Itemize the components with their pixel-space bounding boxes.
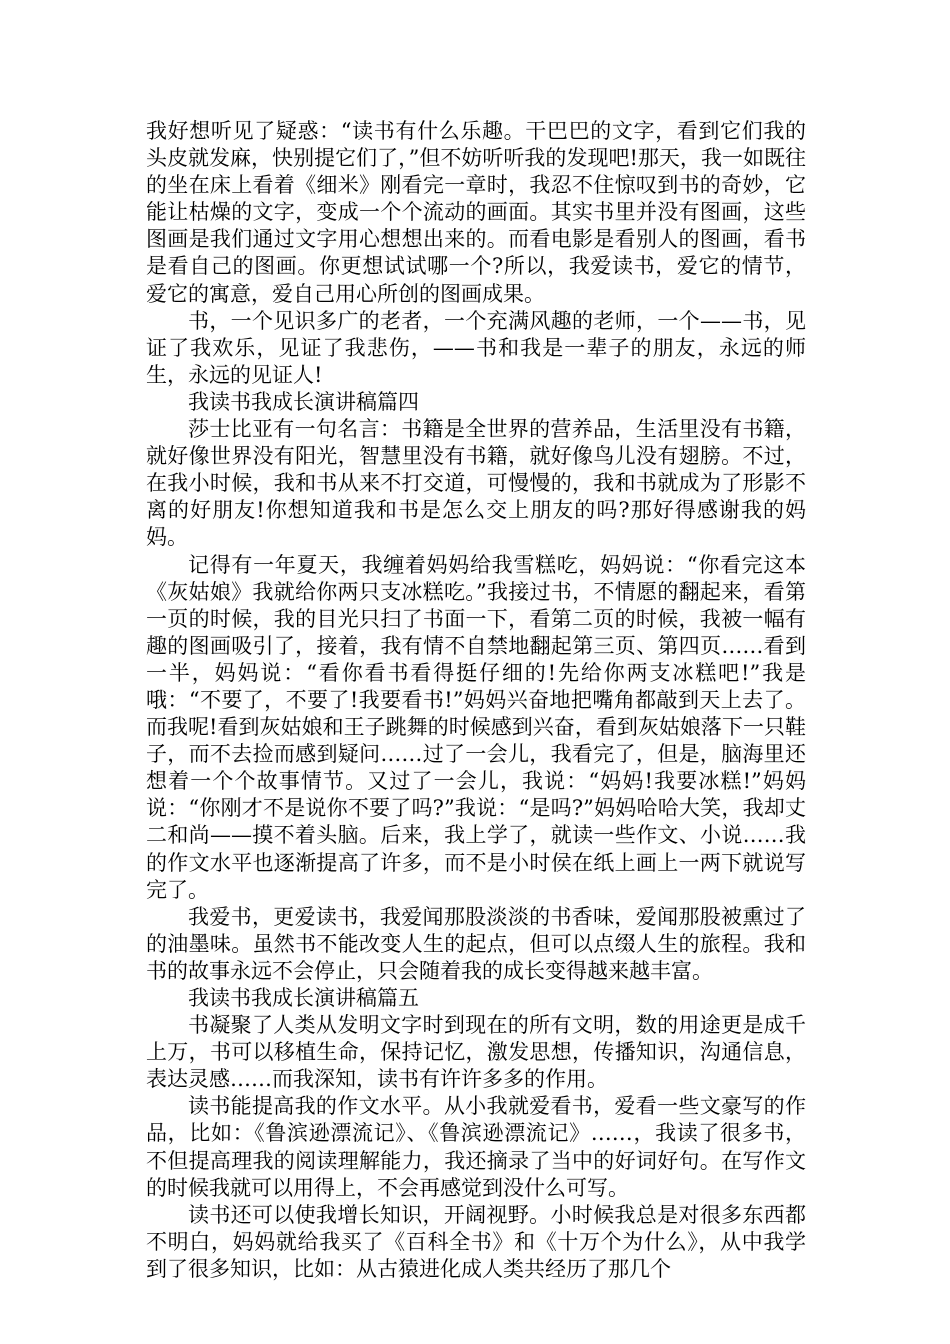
paragraph-3: 莎士比亚有一句名言：书籍是全世界的营养品，生活里没有书籍，就好像世界没有阳光，智慧里没有书籍，就好像鸟儿没有翅膀。不过，在我小时候，我和书从来不打交道，可慢慢的，我和书就成为了形影不离的好朋友!你想知道我和书是怎么交上朋友的吗?那好得感谢我的妈妈。 (146, 417, 806, 550)
paragraph-1: 我好想听见了疑惑：“读书有什么乐趣。干巴巴的文字，看到它们我的头皮就发麻，快别提它们了，”但不妨听听我的发现吧!那天，我一如既往的坐在床上看着《细米》刚看完一章时，我忍不住惊叹到书的奇妙，它能让枯燥的文字，变成一个个流动的画面。其实书里并没有图画，这些图画是我们通过文字用心想想出来的。而看电影是看别人的图画，看书是看自己的图画。你更想试试哪一个?所以，我爱读书，爱它的情节，爱它的寓意，爱自己用心所创的图画成果。 (146, 119, 806, 306)
paragraph-7: 读书能提高我的作文水平。从小我就爱看书，爱看一些文豪写的作品，比如：《鲁滨逊漂流记》、《鲁滨逊漂流记》……，我读了很多书，不但提高理我的阅读理解能力，我还摘录了当中的好词好句。在写作文的时候我就可以用得上，不会再感觉到没什么可写。 (146, 1094, 806, 1200)
paragraph-2: 书，一个见识多广的老者，一个充满风趣的老师，一个——书，见证了我欢乐，见证了我悲伤，——书和我是一辈子的朋友，永远的师生，永远的见证人! (146, 308, 806, 387)
paragraph-5: 我爱书，更爱读书，我爱闻那股淡淡的书香味，爱闻那股被熏过了的油墨味。虽然书不能改变人生的起点，但可以点缀人生的旅程。我和书的故事永远不会停止，只会随着我的成长变得越来越丰富。 (146, 904, 806, 983)
paragraph-6: 书凝聚了人类从发明文字时到现在的所有文明，数的用途更是成千上万，书可以移植生命，保持记忆，激发思想，传播知识，沟通信息，表达灵感……而我深知，读书有许许多多的作用。 (146, 1013, 806, 1092)
document-page (146, 118, 806, 1283)
paragraph-8: 读书还可以使我增长知识，开阔视野。小时候我总是对很多东西都不明白，妈妈就给我买了《百科全书》和《十万个为什么》，从中我学到了很多知识，比如：从古猿进化成人类共经历了那几个 (146, 1202, 806, 1281)
paragraph-4: 记得有一年夏天，我缠着妈妈给我雪糕吃，妈妈说：“你看完这本《灰姑娘》我就给你两只支冰糕吃。”我接过书，不情愿的翻起来，看第一页的时候，我的目光只扫了书面一下，看第二页的时候，我被一幅有趣的图画吸引了，接着，我有情不自禁地翻起第三页、第四页……看到一半，妈妈说：“看你看书看得挺仔细的!先给你两支冰糕吧!”我是哦：“不要了，不要了!我要看书!”妈妈兴奋地把嘴角都敲到天上去了。而我呢!看到灰姑娘和王子跳舞的时候感到兴奋，看到灰姑娘落下一只鞋子，而不去捡而感到疑问……过了一会儿，我看完了，但是，脑海里还想着一个个故事情节。又过了一会儿，我说：“妈妈!我要冰糕!”妈妈说：“你刚才不是说你不要了吗?”我说：“是吗?”妈妈哈哈大笑，我却丈二和尚——摸不着头脑。后来，我上学了，就读一些作文、小说……我的作文水平也逐渐提高了许多，而不是小时侯在纸上画上一两下就说写完了。 (146, 552, 806, 902)
section-heading-4: 我读书我成长演讲稿篇四 (188, 389, 419, 414)
section-heading-5: 我读书我成长演讲稿篇五 (188, 986, 419, 1010)
